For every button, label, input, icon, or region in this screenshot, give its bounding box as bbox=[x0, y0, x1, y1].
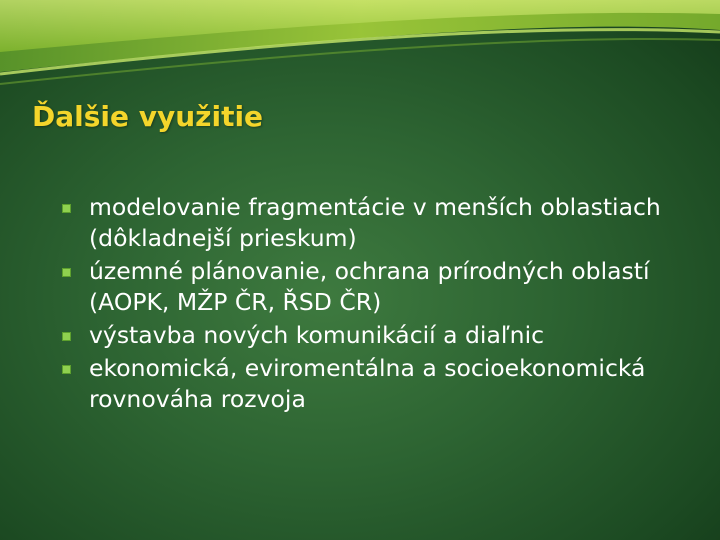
bullet-item bbox=[62, 320, 702, 351]
bullet-text: ekonomická, eviromentálna a socioekonomická rovnováha rozvoja bbox=[89, 354, 646, 413]
bullet-text: modelovanie fragmentácie v menších oblastiach (dôkladnejší prieskum) bbox=[89, 193, 661, 252]
bullet-item bbox=[62, 256, 702, 318]
square-bullet-icon bbox=[62, 268, 71, 277]
bullet-text: územné plánovanie, ochrana prírodných oblastí (AOPK, MŽP ČR, ŘSD ČR) bbox=[89, 257, 650, 316]
header-swoosh-decoration bbox=[0, 0, 720, 90]
bullet-list bbox=[62, 192, 702, 417]
bullet-text: výstavba nových komunikácií a diaľnic bbox=[89, 321, 545, 349]
slide-title: Ďalšie využitie bbox=[32, 100, 264, 133]
square-bullet-icon bbox=[62, 204, 71, 213]
square-bullet-icon bbox=[62, 332, 71, 341]
bullet-item bbox=[62, 353, 702, 415]
bullet-item bbox=[62, 192, 702, 254]
square-bullet-icon bbox=[62, 365, 71, 374]
